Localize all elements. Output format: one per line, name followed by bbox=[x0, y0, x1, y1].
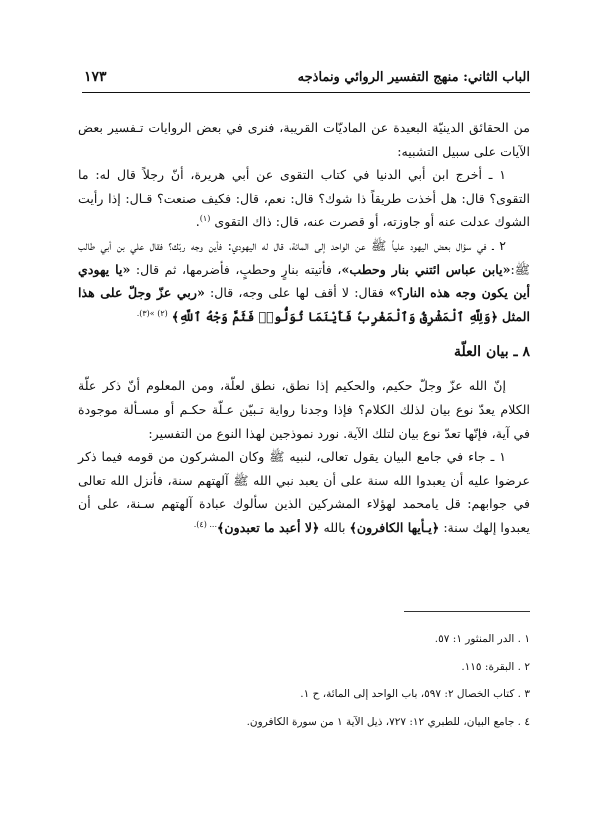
main-text bbox=[78, 116, 530, 540]
footnote-1: ١ . الدر المنثور ١: ٥٧. bbox=[434, 633, 530, 645]
footnote-3: ٣ . كتاب الخصال ٢: ٥٩٧، باب الواحد إلى المائة، ح ١. bbox=[300, 688, 530, 700]
footnote-divider bbox=[404, 611, 530, 612]
footnote-ref-4: ... (٤). bbox=[193, 519, 217, 529]
page-number: ١٧٣ bbox=[84, 69, 107, 85]
example-1: ١ ـ أخرج ابن أبي الدنيا في كتاب التقوى عن أبي هريرة، أنّ رجلاً قال له: ما التقوى؟ قال: هل أخذت طريقاً ذا شوك؟ قال: نعم، قال: فكيف صنعت؟ قـال: إذا رأيت الشوك عدلت عنه أو جاوزته، أو قصرت عنه، قال: ذاك التقوى $^{(١)}$. bbox=[78, 167, 530, 230]
intro-paragraph: من الحقائق الدينيّة البعيدة عن الماديّات القريبة، فنرى في بعض الروايات تـفسير بعض الآيات على سبيل التشبيه: bbox=[78, 120, 530, 159]
quote-ibn-abbas: «يابن عباس ائتني بنار وحطب» bbox=[341, 261, 511, 277]
footnote-ref-1: (١) bbox=[199, 214, 211, 224]
cause-paragraph: إنّ الله عزّ وجلّ حكيم، والحكيم إذا نطق، نطق لعلّة، ومن المعلوم أنّ ذكر علّة الكلام يعدّ نوع بيان لذلك الكلام؟ فإذا وجدنا رواية تـبيّن عـلّة حكـم أو مسـألة موجودة في آية، فإنّها تعدّ نوع بيان لتلك الآية. نورد نموذجين لهذا النوع من التفسير: bbox=[78, 378, 530, 441]
quote-analogy: «ربي عزّ وجلّ على هذا المثل bbox=[78, 285, 530, 324]
example-3: ١ ـ جاء في جامع البيان يقول تعالى، لنبيه ﷺ وكان المشركون من قومه فيما ذكر عرضوا عليه أن يعبدوا الله سنة على أن يعبد نبي الله ﷺ آلهتهم سنة، فأنزل الله تعالى في جوابهم: قل يامحمد لهؤلاء المشركين الذين سألوك عبادة آلهتهم سـنة، على أن يعبدوا إلهك سنة: ﴿يـأيها الكافرون﴾ بالله ﴿لا أعبد ما تعبدون﴾$^{... (٤).}$ bbox=[78, 449, 530, 535]
section-heading: ٨ ـ بيان العلّة bbox=[454, 344, 530, 361]
quran-la-abudu: ﴿لا أعبد ما تعبدون﴾ bbox=[217, 519, 320, 535]
quote-jew: «يا يهودي أين يكون وجه هذه النار؟» bbox=[78, 261, 530, 301]
chapter-title: الباب الثاني: منهج التفسير الروائي ونماذجه bbox=[297, 69, 530, 85]
footnote-2: ٢ . البقرة: ١١٥. bbox=[461, 660, 530, 673]
header-divider bbox=[82, 92, 530, 93]
quran-verse: ﴿وَلِلَّهِ ٱلْمَشْرِقُ وَٱلْمَغْرِبُ فَأَيْنَمَا تُوَلُّوا۟ فَثَمَّ وَجْهُ ٱللَّهِ﴾ bbox=[171, 308, 499, 324]
running-header bbox=[84, 66, 530, 88]
footnote-4: ٤ . جامع البيان، للطبري ١٢: ٧٢٧، ذيل الآية ١ من سورة الكافرون. bbox=[246, 715, 530, 728]
example-2: ٢ ـ في سؤال بعض اليهود علياً ﷺ عن الواحد إلى المائة، قال له اليهودي: فأين وجه ربّك؟ فقال علي بن أبي طالب ﷺ:«يابن عباس ائتني بنار وحطب»، فأتيته بنارٍ وحطبٍ، فأضرمها، ثم قال: «يا يهودي أين يكون وجه هذه النار؟» فقال: لا أقف لها على وجه، قال: «ربي عزّ وجلّ على هذا المثل ﴿وَلِلَّهِ ٱلْمَشْرِقُ وَٱلْمَغْرِبُ فَأَيْنَمَا تُوَلُّوا۟ فَثَمَّ وَجْهُ ٱللَّهِ﴾ $^{(٢) »(٣).}$ bbox=[78, 237, 530, 324]
quran-kafirun: ﴿يـأيها الكافرون﴾ bbox=[349, 519, 440, 535]
footnote-refs-2-3: (٢) »(٣). bbox=[136, 308, 168, 318]
footnotes bbox=[78, 626, 530, 736]
